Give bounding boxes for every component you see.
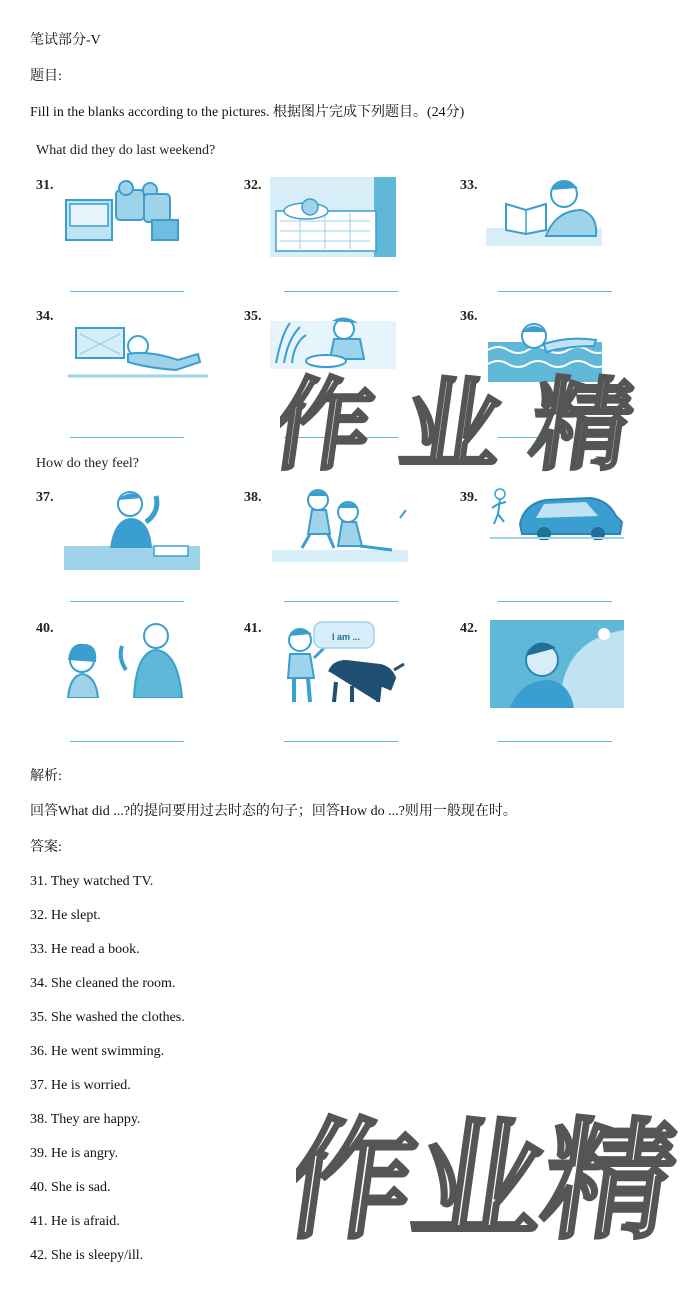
answer-item: 39. He is angry. <box>30 1146 119 1161</box>
swimming-picture <box>488 316 602 382</box>
answer-blank[interactable] <box>498 741 612 742</box>
speech-bubble-text: I am ... <box>332 632 361 642</box>
washing-picture <box>270 313 396 369</box>
analysis-text: 回答What did ...?的提问要用过去时态的句子；回答How do ...?则用一般现在时。 <box>30 804 517 819</box>
answer-item: 36. He went swimming. <box>30 1044 165 1059</box>
question-number: 32. <box>244 178 262 193</box>
answer-item: 32. He slept. <box>30 908 101 923</box>
watermark <box>296 1098 690 1253</box>
answer-blank[interactable] <box>70 437 184 438</box>
question-number: 31. <box>36 178 54 193</box>
question-number: 42. <box>460 621 478 636</box>
answer-blank[interactable] <box>70 601 184 602</box>
answer-blank[interactable] <box>284 291 398 292</box>
answer-item: 37. He is worried. <box>30 1078 131 1093</box>
answer-blank[interactable] <box>498 601 612 602</box>
answer-item: 33. He read a book. <box>30 942 140 957</box>
answers-label: 答案: <box>30 840 62 855</box>
worried-picture <box>64 488 200 570</box>
question-number: 34. <box>36 309 54 324</box>
watermark <box>280 368 690 483</box>
answer-blank[interactable] <box>284 601 398 602</box>
question-number: 36. <box>460 309 478 324</box>
question-number: 33. <box>460 178 478 193</box>
question-number: 38. <box>244 490 262 505</box>
cleaning-picture <box>68 310 208 382</box>
answer-blank[interactable] <box>284 437 398 438</box>
happy-picture <box>272 488 408 562</box>
sleeping-picture <box>270 177 396 257</box>
answer-blank[interactable] <box>498 291 612 292</box>
answer-blank[interactable] <box>498 437 612 438</box>
watermark-text: 作业精 <box>280 368 671 478</box>
answer-item: 31. They watched TV. <box>30 874 154 889</box>
reading-picture <box>486 176 602 246</box>
analysis-label: 解析: <box>30 769 62 784</box>
watermark-text: 作业精 <box>296 1105 685 1248</box>
section1-heading: What did they do last weekend? <box>36 143 216 158</box>
answer-item: 41. He is afraid. <box>30 1214 120 1229</box>
answer-blank[interactable] <box>70 291 184 292</box>
question-number: 37. <box>36 490 54 505</box>
question-number: 39. <box>460 490 478 505</box>
page-title: 笔试部分-V <box>30 33 101 48</box>
sleepy-picture <box>490 620 624 708</box>
question-number: 41. <box>244 621 262 636</box>
afraid-picture <box>270 618 406 704</box>
tv-watching-picture <box>64 180 182 244</box>
answer-item: 35. She washed the clothes. <box>30 1010 185 1025</box>
answer-blank[interactable] <box>70 741 184 742</box>
section2-heading: How do they feel? <box>36 456 140 471</box>
answer-item: 34. She cleaned the room. <box>30 976 176 991</box>
instruction: Fill in the blanks according to the pictures. 根据图片完成下列题目。(24分) <box>30 105 465 120</box>
sad-picture <box>64 618 200 698</box>
answer-item: 40. She is sad. <box>30 1180 111 1195</box>
question-number: 40. <box>36 621 54 636</box>
answer-blank[interactable] <box>284 741 398 742</box>
answer-item: 38. They are happy. <box>30 1112 141 1127</box>
answer-item: 42. She is sleepy/ill. <box>30 1248 144 1263</box>
question-label: 题目: <box>30 69 62 84</box>
angry-picture <box>490 488 624 540</box>
question-number: 35. <box>244 309 262 324</box>
